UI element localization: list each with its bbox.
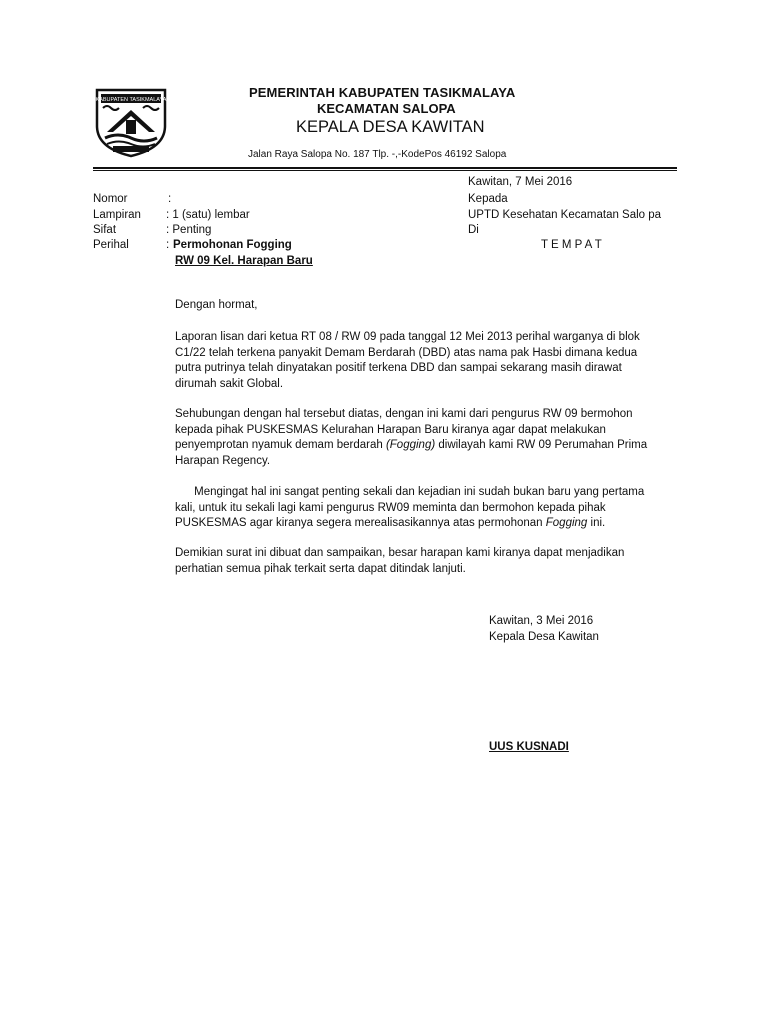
- paragraph-line: dirumah sakit Global.: [175, 377, 284, 390]
- paragraph-request: [175, 407, 647, 469]
- perihal-value-line2: RW 09 Kel. Harapan Baru: [175, 255, 313, 267]
- perihal-label: Perihal: [93, 239, 129, 251]
- perihal-colon: :: [166, 239, 170, 251]
- recipient-di: Di: [468, 224, 479, 236]
- signature-date: Kawitan, 3 Mei 2016: [489, 615, 594, 627]
- regency-emblem-icon: [93, 86, 169, 158]
- signature-name: UUS KUSNADI: [489, 741, 569, 753]
- sifat-label: Sifat: [93, 224, 117, 236]
- perihal-value: Permohonan Fogging: [173, 239, 292, 251]
- header-address: Jalan Raya Salopa No. 187 Tlp. -,-KodePos 46192 Salopa: [248, 149, 507, 160]
- recipient-tempat: T E M P A T: [541, 239, 602, 251]
- nomor-label: Nomor: [93, 193, 128, 205]
- greeting: Dengan hormat,: [175, 299, 258, 311]
- paragraph-report: [175, 330, 640, 392]
- header-divider-thin: [93, 170, 677, 171]
- fogging-term: Fogging: [545, 517, 588, 529]
- paragraph-line: C1/22 telah terkena panyakit Demam Berdarah (DBD) atas nama pak Hasbi dimana kedua: [175, 346, 638, 359]
- sifat-value: : Penting: [166, 224, 212, 236]
- paragraph-text: diwilayah kami RW 09 Perumahan Prima: [435, 439, 648, 451]
- paragraph-line: [175, 438, 647, 454]
- header-government: PEMERINTAH KABUPATEN TASIKMALAYA: [249, 85, 516, 100]
- paragraph-line: Laporan lisan dari ketua RT 08 / RW 09 pada tanggal 12 Mei 2013 perihal warganya di blok: [175, 331, 640, 343]
- lampiran-label: Lampiran: [93, 209, 141, 221]
- header-village-head: KEPALA DESA KAWITAN: [296, 118, 485, 136]
- lampiran-value: : 1 (satu) lembar: [166, 209, 250, 221]
- fogging-term: (Fogging): [385, 439, 436, 451]
- nomor-value: :: [168, 193, 172, 205]
- signature-title: Kepala Desa Kawitan: [489, 631, 599, 643]
- paragraph-closing: [175, 546, 624, 577]
- paragraph-line: perhatian semua pihak terkait serta dapat ditindak lanjuti.: [175, 562, 466, 575]
- logo-text: KABUPATEN TASIKMALAYA: [95, 97, 167, 103]
- paragraph-text: PUSKESMAS agar kiranya segera merealisasikannya atas permohonan: [175, 517, 546, 529]
- paragraph-line: Sehubungan dengan hal tersebut diatas, dengan ini kami dari pengurus RW 09 bermohon: [175, 408, 633, 420]
- paragraph-line: [175, 516, 644, 532]
- paragraph-urgency: [175, 485, 644, 532]
- paragraph-line: Mengingat hal ini sangat penting sekali dan kejadian ini sudah bukan baru yang pertama: [175, 486, 645, 498]
- header-divider: [93, 167, 677, 169]
- header-district: KECAMATAN SALOPA: [317, 101, 456, 116]
- regency-logo: [93, 86, 169, 158]
- letter-date: Kawitan, 7 Mei 2016: [468, 176, 573, 188]
- paragraph-text: penyemprotan nyamuk demam berdarah: [175, 439, 386, 451]
- paragraph-line: putra putrinya telah dinyatakan positif terkena DBD dan sampai sekarang masih dirawat: [175, 362, 622, 374]
- recipient-kepada: Kepada: [468, 193, 508, 205]
- recipient-name: UPTD Kesehatan Kecamatan Salo pa: [468, 209, 662, 221]
- paragraph-text: ini.: [587, 517, 606, 529]
- paragraph-line: kepada pihak PUSKESMAS Kelurahan Harapan Baru kiranya agar dapat melakukan: [175, 423, 606, 436]
- paragraph-line: Demikian surat ini dibuat dan sampaikan, besar harapan kami kiranya dapat menjadikan: [175, 547, 625, 559]
- paragraph-line: kali, untuk itu sekali lagi kami pengurus RW09 meminta dan bermohon kepada pihak: [175, 501, 606, 514]
- paragraph-line: Harapan Regency.: [175, 454, 271, 467]
